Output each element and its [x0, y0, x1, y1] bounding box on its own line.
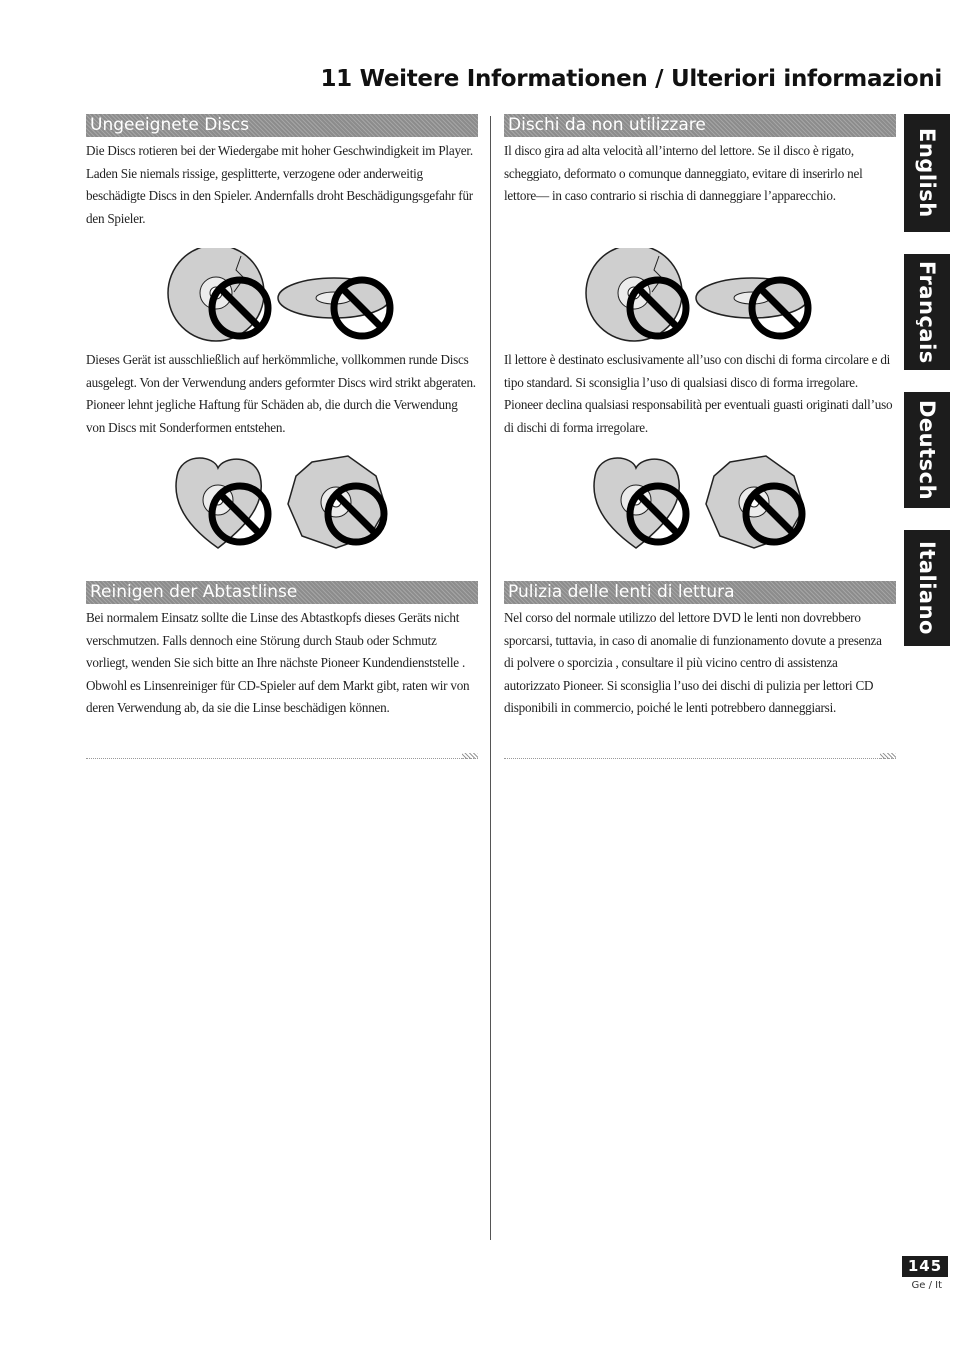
paragraph: Die Discs rotieren bei der Wiedergabe mit hoher Geschwindigkeit im Player. Laden Sie niemals rissige, gesplitterte, verzogene oder anderweitig beschädigte Discs in den Spieler. Andernfalls droht Beschädigungsgefahr für den Spieler. [86, 144, 473, 227]
tab-deutsch[interactable] [904, 392, 950, 508]
section-heading: Reinigen der Abtastlinse [86, 581, 478, 604]
tab-english[interactable] [904, 114, 950, 232]
paragraph: Dieses Gerät ist ausschließlich auf herkömmliche, vollkommen runde Discs ausgelegt. Von der Verwendung anders geformter Discs wird strikt abgeraten. Pioneer lehnt jegliche Haftung für Schäden ab, die durch die Verwendung von Discs mit Sonderformen entstehen. [86, 353, 476, 436]
irregular-discs-illustration [86, 452, 478, 552]
tab-label: English [915, 128, 939, 218]
column-divider [490, 116, 491, 1240]
section-unsuitable-discs-shape [504, 350, 896, 440]
tab-label: Italiano [915, 541, 939, 635]
page-title: 11 Weitere Informationen / Ulteriori informazioni [320, 66, 942, 92]
tab-francais[interactable] [904, 254, 950, 370]
page-language-code: Ge / It [911, 1280, 942, 1291]
section-heading: Dischi da non utilizzare [504, 114, 896, 137]
end-of-section-rule [504, 750, 896, 759]
section-heading: Pulizia delle lenti di lettura [504, 581, 896, 604]
page-number: 145 [902, 1256, 948, 1277]
section-lens-cleaning [504, 581, 896, 721]
tab-label: Deutsch [915, 399, 939, 501]
tab-label: Français [915, 260, 939, 364]
tab-italiano[interactable] [904, 530, 950, 646]
paragraph: Il disco gira ad alta velocità all’interno del lettore. Se il disco è rigato, scheggiato, deformato o comunque danneggiato, evitare di inserirlo nel lettore— in caso contrario si rischia di danneggiare l’apparecchio. [504, 144, 863, 204]
section-unsuitable-discs [504, 114, 896, 209]
section-heading: Ungeeignete Discs [86, 114, 478, 137]
paragraph: Bei normalem Einsatz sollte die Linse des Abtastkopfs dieses Geräts nicht verschmutzen. Falls dennoch eine Störung durch Staub oder Schmutz vorliegt, wenden Sie sich bitte an Ihre nächste Pioneer Kundendienststelle . Obwohl es Linsenreiniger für CD-Spieler auf dem Markt gibt, raten wir von deren Verwendung ab, da sie die Linse beschädigen können. [86, 611, 470, 716]
section-unsuitable-discs-shape [86, 350, 478, 440]
paragraph: Nel corso del normale utilizzo del lettore DVD le lenti non dovrebbero sporcarsi, tuttavia, in caso di anomalie di funzionamento dovute a presenza di polvere o sporcizia , consultare il più vicino centro di assistenza autorizzato Pioneer. Si sconsiglia l’uso dei dischi di pulizia per lettori CD disponibili in commercio, poiché le lenti potrebbero danneggiarsi. [504, 611, 882, 716]
damaged-discs-illustration [86, 248, 478, 348]
rule-end-marker [880, 753, 896, 759]
paragraph: Il lettore è destinato esclusivamente all’uso con dischi di forma circolare e di tipo standard. Si sconsiglia l’uso di qualsiasi disco di forma irregolare. Pioneer declina qualsiasi responsabilità per eventuali guasti originati dall’uso di dischi di forma irregolare. [504, 353, 893, 436]
end-of-section-rule [86, 750, 478, 759]
damaged-discs-illustration [504, 248, 896, 348]
rule-end-marker [462, 753, 478, 759]
section-unsuitable-discs [86, 114, 478, 231]
section-lens-cleaning [86, 581, 478, 721]
irregular-discs-illustration [504, 452, 896, 552]
